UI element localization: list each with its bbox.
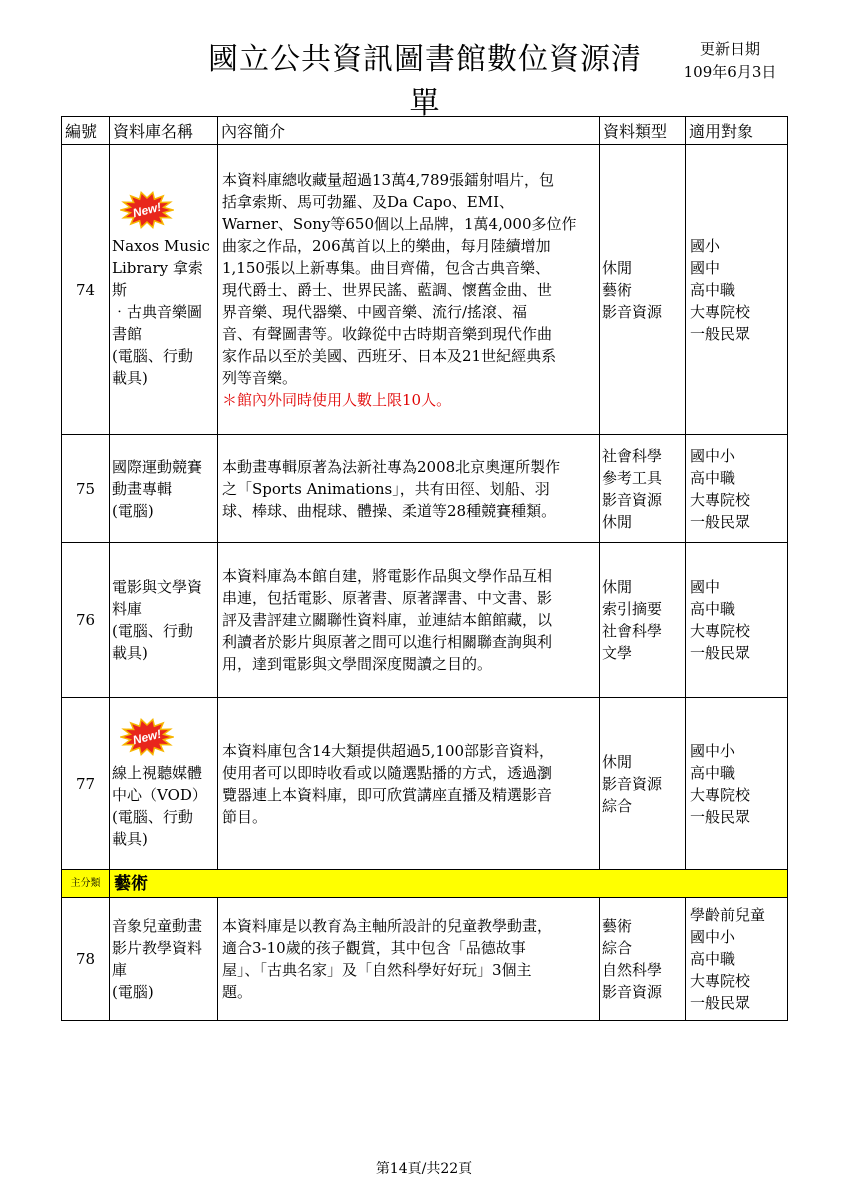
database-name-line: ‧古典音樂圖 <box>112 302 203 321</box>
database-name-cell <box>110 543 218 698</box>
description-line: 家作品以至於美國、西班牙、日本及21世紀經典系 <box>222 346 557 365</box>
database-name-line: 載具) <box>112 829 148 848</box>
description-line: 音、有聲圖書等。收錄從中古時期音樂到現代作曲 <box>222 324 553 343</box>
resource-type: 休閒 <box>602 578 633 596</box>
description-line: 列等音樂。 <box>222 368 298 387</box>
table-row <box>62 898 788 1021</box>
audience-item: 大專院校 <box>690 490 751 509</box>
database-name-line: (電腦、行動 <box>112 622 193 640</box>
database-name-line: 載具) <box>112 644 148 662</box>
audience-item: 一般民眾 <box>690 644 751 662</box>
row-number: 75 <box>62 435 110 543</box>
database-name-line: 庫 <box>112 961 128 979</box>
row-number: 76 <box>62 543 110 698</box>
table-row <box>62 435 788 543</box>
col-header-name: 資料庫名稱 <box>110 117 218 145</box>
database-name-cell <box>110 145 218 435</box>
new-badge-icon <box>120 718 174 756</box>
resource-type: 影音資源 <box>602 490 663 509</box>
audience-item: 大專院校 <box>690 302 751 321</box>
resource-table <box>61 116 788 1021</box>
resource-type-cell <box>600 145 686 435</box>
database-name-line: 料庫 <box>112 600 143 618</box>
database-name-line: (電腦) <box>112 501 154 520</box>
database-name-line: 影片教學資料 <box>112 939 203 957</box>
new-badge-text: New! <box>131 199 163 220</box>
category-label: 主分類 <box>62 870 110 898</box>
resource-type: 影音資源 <box>602 774 663 793</box>
new-badge-icon <box>120 191 174 229</box>
description-cell <box>218 543 600 698</box>
audience-item: 國中小 <box>690 446 736 465</box>
row-number: 77 <box>62 698 110 870</box>
description-line: 屋」、「古典名家」及「自然科學好好玩」3個主 <box>222 961 532 979</box>
audience-item: 高中職 <box>690 950 736 968</box>
resource-type: 休閒 <box>602 512 633 531</box>
resource-type: 綜合 <box>602 939 633 957</box>
description-cell <box>218 145 600 435</box>
audience-item: 國中小 <box>690 741 736 760</box>
audience-item: 大專院校 <box>690 785 751 804</box>
database-name-line: 線上視聽媒體 <box>112 763 203 782</box>
database-name-line: 書館 <box>112 324 143 343</box>
description-line: 適合3-10歲的孩子觀賞，其中包含「品德故事 <box>222 939 526 957</box>
database-name-line: 國際運動競賽 <box>112 457 203 476</box>
resource-type: 影音資源 <box>602 302 663 321</box>
audience-item: 大專院校 <box>690 622 751 640</box>
database-name-line: (電腦) <box>112 983 154 1001</box>
page-title: 國立公共資訊圖書館數位資源清單 <box>208 42 642 121</box>
audience-item: 國中 <box>690 258 721 277</box>
table-row <box>62 145 788 435</box>
audience-item: 高中職 <box>690 600 736 618</box>
audience-cell <box>686 145 788 435</box>
description-line: 曲家之作品，206萬首以上的樂曲，每月陸續增加 <box>222 236 551 255</box>
col-header-no: 編號 <box>62 117 110 145</box>
description-line: 本資料庫總收藏量超過13萬4,789張鐳射唱片，包 <box>222 170 555 189</box>
audience-item: 高中職 <box>690 280 736 299</box>
resource-type: 索引摘要 <box>602 600 663 618</box>
description-line: 界音樂、現代器樂、中國音樂、流行/搖滾、福 <box>222 302 528 321</box>
update-label: 更新日期 <box>699 40 760 58</box>
audience-item: 一般民眾 <box>690 512 751 531</box>
usage-limit-note: ＊館內外同時使用人數上限10人。 <box>222 390 452 409</box>
description-cell <box>218 698 600 870</box>
description-line: 覽器連上本資料庫，即可欣賞講座直播及精選影音 <box>222 785 553 804</box>
audience-cell <box>686 698 788 870</box>
resource-type: 休閒 <box>602 752 633 771</box>
audience-item: 一般民眾 <box>690 324 751 343</box>
resource-type: 藝術 <box>602 280 633 299</box>
description-line: 本資料庫包含14大類提供超過5,100部影音資料， <box>222 741 555 760</box>
resource-type: 社會科學 <box>602 446 663 465</box>
table-header-row <box>62 117 788 145</box>
audience-item: 一般民眾 <box>690 994 751 1012</box>
resource-type: 參考工具 <box>602 468 663 487</box>
description-line: 之「Sports Animations」，共有田徑、划船、羽 <box>222 479 550 498</box>
resource-type-cell <box>600 435 686 543</box>
description-line: 使用者可以即時收看或以隨選點播的方式，透過瀏 <box>222 763 553 782</box>
description-line: 評及書評建立關聯性資料庫，並連結本館館藏，以 <box>222 611 553 629</box>
description-line: 本資料庫是以教育為主軸所設計的兒童教學動畫， <box>222 917 553 935</box>
category-name: 藝術 <box>110 870 788 898</box>
col-header-audience: 適用對象 <box>686 117 788 145</box>
audience-item: 大專院校 <box>690 972 751 990</box>
database-name-line: (電腦、行動 <box>112 807 193 826</box>
database-name-line: 載具) <box>112 368 148 387</box>
database-name-line: Library 拿索斯 <box>112 258 203 299</box>
audience-item: 國小 <box>690 236 721 255</box>
resource-type-cell <box>600 698 686 870</box>
description-line: 利讀者於影片與原著之間可以進行相關聯查詢與利 <box>222 633 553 651</box>
description-cell <box>218 898 600 1021</box>
table-row <box>62 543 788 698</box>
database-name-line: 電影與文學資 <box>112 578 203 596</box>
database-name-cell <box>110 435 218 543</box>
database-name-line: 動畫專輯 <box>112 479 173 498</box>
page-number: 第14頁/共22頁 <box>375 1161 473 1177</box>
description-line: Warner、Sony等650個以上品牌，1萬4,000多位作 <box>222 214 577 233</box>
database-name-line: 音象兒童動畫 <box>112 917 203 935</box>
database-name-line: (電腦、行動 <box>112 346 193 365</box>
audience-item: 一般民眾 <box>690 807 751 826</box>
database-name-line: 中心（VOD） <box>112 785 207 804</box>
description-line: 括拿索斯、馬可勃羅、及Da Capo、EMI、 <box>222 192 515 211</box>
description-cell <box>218 435 600 543</box>
audience-item: 高中職 <box>690 763 736 782</box>
new-badge-text: New! <box>131 726 163 747</box>
resource-type: 社會科學 <box>602 622 663 640</box>
row-number: 74 <box>62 145 110 435</box>
audience-item: 學齡前兒童 <box>690 906 766 924</box>
database-name-line: Naxos Music <box>112 236 210 255</box>
col-header-type: 資料類型 <box>600 117 686 145</box>
row-number: 78 <box>62 898 110 1021</box>
audience-cell <box>686 898 788 1021</box>
resource-type: 綜合 <box>602 796 633 815</box>
database-name-cell <box>110 698 218 870</box>
resource-type-cell <box>600 898 686 1021</box>
description-line: 節目。 <box>222 807 268 826</box>
audience-item: 國中 <box>690 578 721 596</box>
resource-type: 自然科學 <box>602 961 663 979</box>
description-line: 串連，包括電影、原著書、原著譯書、中文書、影 <box>222 589 553 607</box>
table-row <box>62 698 788 870</box>
resource-type: 文學 <box>602 644 633 662</box>
resource-type: 休閒 <box>602 258 633 277</box>
audience-item: 高中職 <box>690 468 736 487</box>
resource-type: 影音資源 <box>602 983 663 1001</box>
resource-type: 藝術 <box>602 917 633 935</box>
description-line: 球、棒球、曲棍球、體操、柔道等28種競賽種類。 <box>222 501 557 520</box>
database-name-cell <box>110 898 218 1021</box>
category-row <box>62 870 788 898</box>
description-line: 現代爵士、爵士、世界民謠、藍調、懷舊金曲、世 <box>222 280 553 299</box>
audience-cell <box>686 543 788 698</box>
description-line: 本動畫專輯原著為法新社專為2008北京奧運所製作 <box>222 457 561 476</box>
update-info <box>660 38 800 84</box>
audience-item: 國中小 <box>690 928 736 946</box>
resource-type-cell <box>600 543 686 698</box>
description-line: 本資料庫為本館自建，將電影作品與文學作品互相 <box>222 567 553 585</box>
description-line: 1,150張以上新專集。曲目齊備，包含古典音樂、 <box>222 258 550 277</box>
col-header-desc: 內容簡介 <box>218 117 600 145</box>
audience-cell <box>686 435 788 543</box>
description-line: 題。 <box>222 983 253 1001</box>
update-date: 109年6月3日 <box>683 63 777 81</box>
description-line: 用，達到電影與文學間深度閱讀之目的。 <box>222 655 493 673</box>
